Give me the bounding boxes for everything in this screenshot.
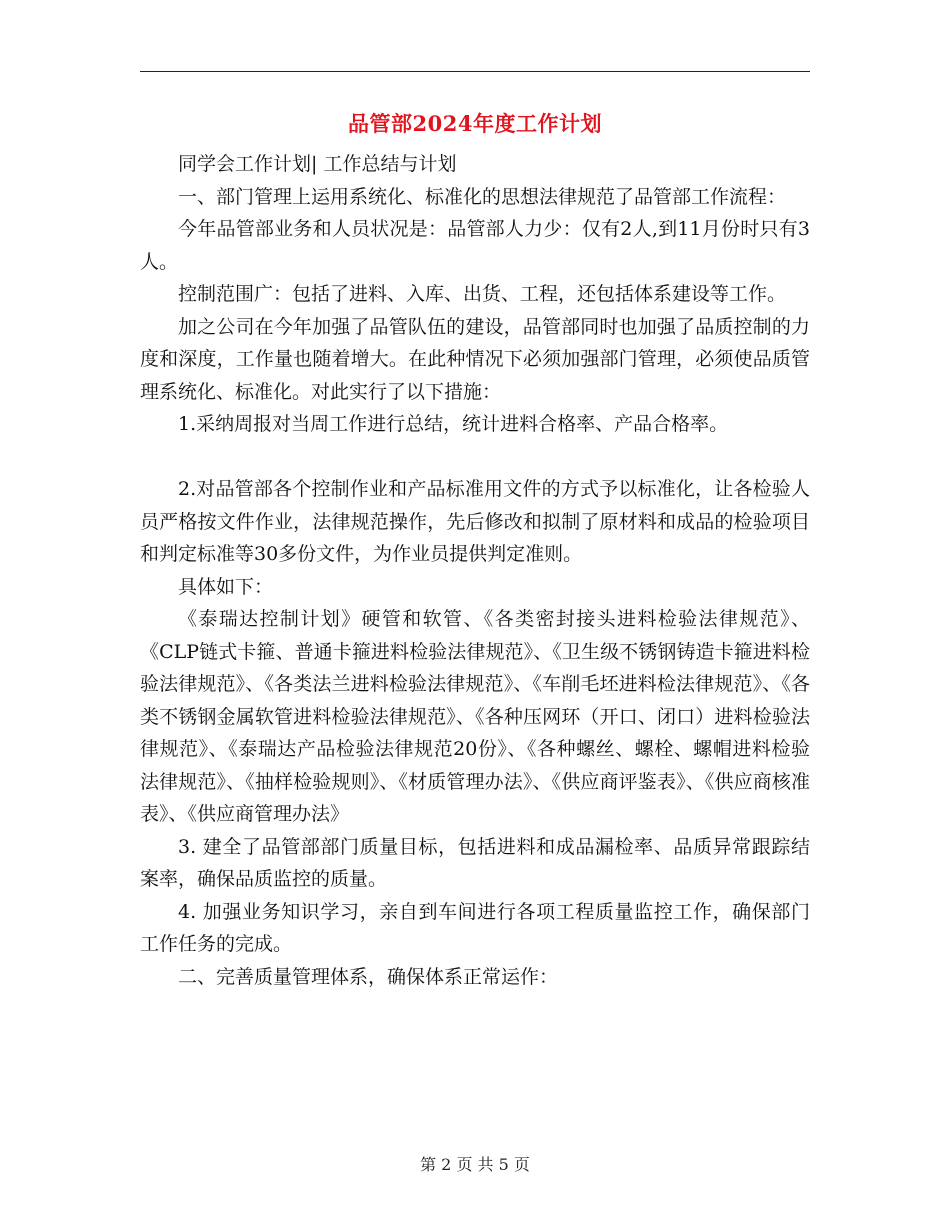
paragraph-measure-2: 2.对品管部各个控制作业和产品标准用文件的方式予以标准化，让各检验人员严格按文件作业，法律规范操作，先后修改和拟制了原材料和成品的检验项目和判定标准等30多份文件，为作业员提供判定准则。 <box>140 478 810 565</box>
paragraph-staffing: 今年品管部业务和人员状况是：品管部人力少：仅有2人,到11月份时只有3人。 <box>140 218 810 273</box>
paragraph-section-1-heading: 一、部门管理上运用系统化、标准化的思想法律规范了品管部工作流程： <box>178 185 787 208</box>
paragraph-scope: 控制范围广：包括了进料、入库、出货、工程，还包括体系建设等工作。 <box>178 283 787 305</box>
paragraph-background: 加之公司在今年加强了品管队伍的建设，品管部同时也加强了品质控制的力度和深度，工作量也随着增大。在此种情况下必须加强部门管理，必须使品质管理系统化、标准化。对此实行了以下措施： <box>140 315 810 403</box>
paragraph-document-list: 《泰瑞达控制计划》硬管和软管、《各类密封接头进料检验法律规范》、《CLP链式卡箍、普通卡箍进料检验法律规范》、《卫生级不锈钢铸造卡箍进料检验法律规范》、《各类法兰进料检验法律规范》、《车削毛坯进料检法律规范》、《各类不锈钢金属软管进料检验法律规范》、《各种压网环（开口、闭口）进料检验法律规范》、《泰瑞达产品检验法律规范20份》、《各种螺丝、螺栓、螺帽进料检验法律规范》、《抽样检验规则》、《材质管理办法》、《供应商评鉴表》、《供应商核准表》、《供应商管理办法》 <box>140 608 810 825</box>
paragraph-measure-1: 1.采纳周报对当周工作进行总结，统计进料合格率、产品合格率。 <box>178 413 729 435</box>
paragraph-measure-4: 4. 加强业务知识学习，亲自到车间进行各项工程质量监控工作，确保部门工作任务的完成。 <box>140 900 810 955</box>
header-rule <box>140 71 810 72</box>
document-title: 品管部2024年度工作计划 <box>348 111 602 136</box>
paragraph-measure-3: 3. 建全了品管部部门质量目标，包括进料和成品漏检率、品质异常跟踪结案率，确保品质监控的质量。 <box>140 835 810 890</box>
paragraph-section-2-heading: 二、完善质量管理体系，确保体系正常运作： <box>178 965 559 988</box>
paragraph-details-label: 具体如下： <box>178 575 274 598</box>
page-number-footer: 第 2 页 共 5 页 <box>420 1155 530 1174</box>
paragraph-subtitle: 同学会工作计划| 工作总结与计划 <box>178 153 457 175</box>
document-body <box>140 148 810 993</box>
